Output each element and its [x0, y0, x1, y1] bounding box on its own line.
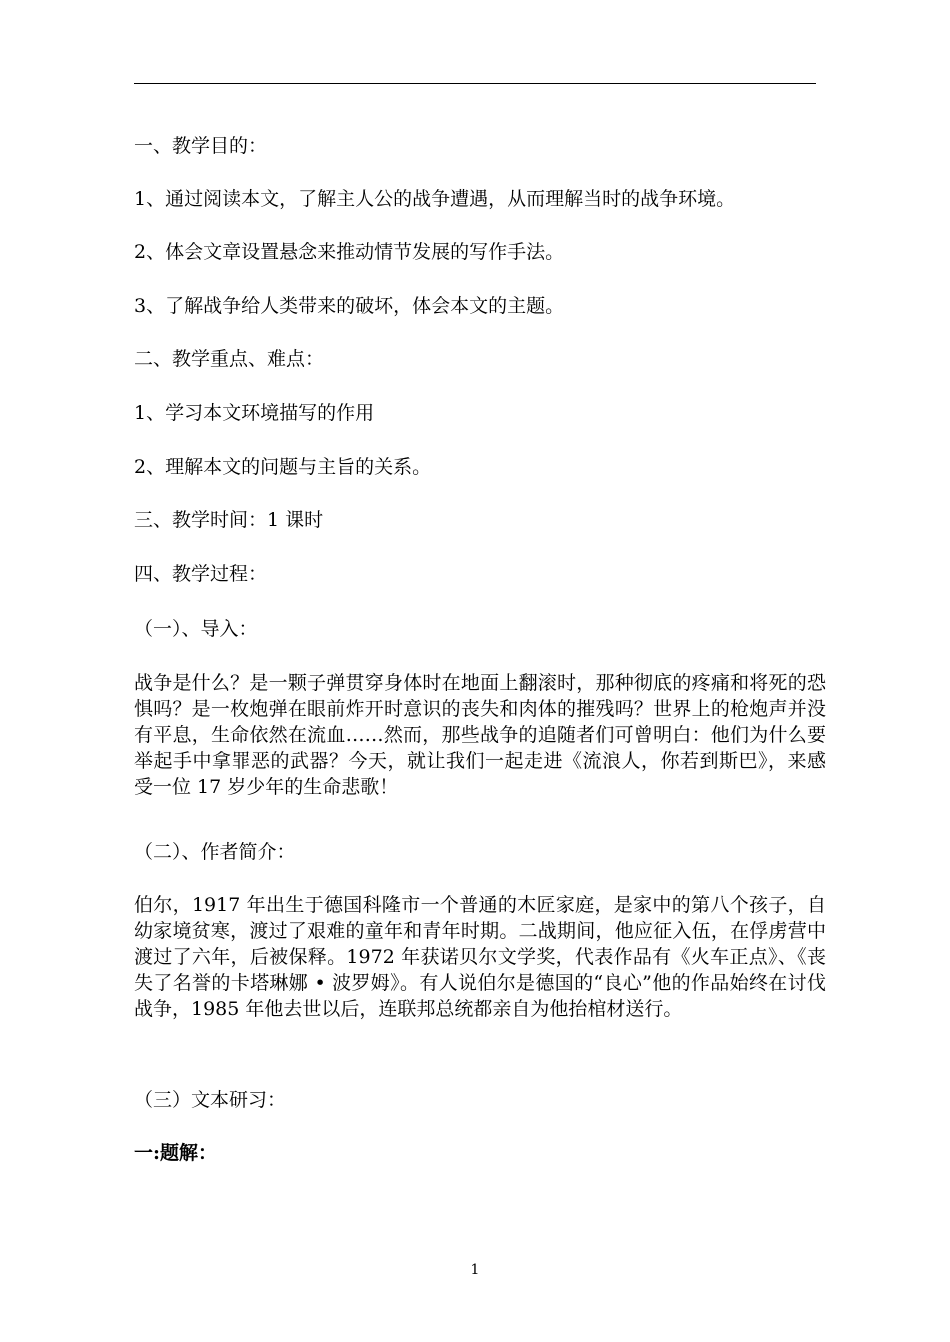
- page-number: 1: [470, 1262, 480, 1278]
- author-heading: （二）、作者简介：: [134, 841, 296, 863]
- objective-item: 1、通过阅读本文，了解主人公的战争遭遇，从而理解当时的战争环境。: [134, 188, 736, 210]
- intro-heading: （一）、导入：: [134, 618, 258, 640]
- teaching-time: 三、教学时间：1 课时: [134, 509, 324, 531]
- objective-item: 3、了解战争给人类带来的破坏，体会本文的主题。: [134, 295, 565, 317]
- objectives-heading: 一、教学目的：: [134, 135, 268, 157]
- keypoint-item: 2、理解本文的问题与主旨的关系。: [134, 456, 432, 478]
- process-heading: 四、教学过程：: [134, 563, 268, 585]
- keypoint-item: 1、学习本文环境描写的作用: [134, 402, 375, 424]
- keypoints-heading: 二、教学重点、难点：: [134, 348, 325, 370]
- author-paragraph: 伯尔，1917 年出生于德国科隆市一个普通的木匠家庭，是家中的第八个孩子，自幼家境贫寒，渡过了艰难的童年和青年时期。二战期间，他应征入伍，在俘虏营中渡过了六年，后被保释。1972 年获诺贝尔文学奖，代表作品有《火车正点》、《丧失了名誉的卡塔琳娜 • 波罗姆》。有人说伯尔是德国的“良心”他的作品始终在讨伐战争，1985 年他去世以后，连联邦总统都亲自为他抬棺材送行。: [134, 894, 826, 1020]
- intro-paragraph: 战争是什么？是一颗子弹贯穿身体时在地面上翻滚时，那种彻底的疼痛和将死的恐惧吗？是一枚炮弹在眼前炸开时意识的丧失和肉体的摧残吗？世界上的枪炮声并没有平息，生命依然在流血……然而，那些战争的追随者们可曾明白：他们为什么要举起手中拿罪恶的武器？今天，就让我们一起走进《流浪人，你若到斯巴》，来感受一位 17 岁少年的生命悲歌！: [134, 672, 826, 798]
- header-rule: [134, 83, 816, 84]
- study-heading: （三）文本研习：: [134, 1089, 287, 1111]
- title-explanation-heading: 一:题解：: [134, 1142, 218, 1164]
- objective-item: 2、体会文章设置悬念来推动情节发展的写作手法。: [134, 241, 565, 263]
